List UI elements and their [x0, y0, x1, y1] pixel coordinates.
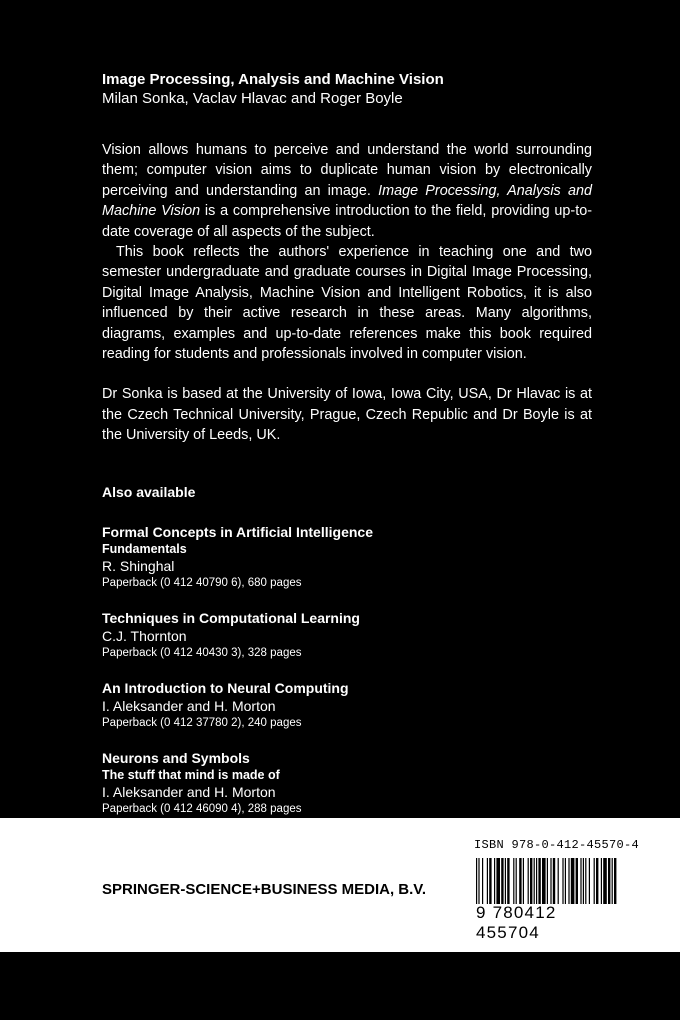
barcode-bar	[507, 858, 509, 904]
barcode-bar	[478, 858, 479, 904]
barcode-bar	[534, 858, 535, 904]
description-paragraph-1	[102, 140, 592, 242]
barcode-bar	[608, 858, 610, 904]
book-entry-author: R. Shinghal	[102, 557, 175, 574]
book-entry-title: Neurons and Symbols	[102, 749, 250, 766]
book-entry-subtitle: Fundamentals	[102, 541, 187, 556]
book-entry-title: Techniques in Computational Learning	[102, 609, 360, 626]
barcode-bar	[550, 858, 551, 904]
barcode-bar	[505, 858, 506, 904]
book-authors: Milan Sonka, Vaclav Hlavac and Roger Boyle	[102, 90, 403, 107]
book-entry-details: Paperback (0 412 46090 4), 288 pages	[102, 802, 302, 815]
also-available-heading: Also available	[102, 483, 196, 500]
barcode-bar	[596, 858, 598, 904]
book-entry-details: Paperback (0 412 40790 6), 680 pages	[102, 576, 302, 589]
barcode-bar	[530, 858, 532, 904]
barcode-bar	[516, 858, 517, 904]
barcode-bar	[576, 858, 578, 904]
barcode-bar	[562, 858, 563, 904]
book-entry-subtitle: The stuff that mind is made of	[102, 767, 280, 782]
barcode-bar	[513, 858, 514, 904]
barcode-bar	[558, 858, 559, 904]
barcode-bar	[523, 858, 524, 904]
book-entry-author: C.J. Thornton	[102, 627, 187, 644]
barcode-bar	[603, 858, 607, 904]
back-cover-content	[102, 70, 592, 818]
barcode-bar	[489, 858, 491, 904]
barcode-bar	[601, 858, 602, 904]
book-entry	[102, 749, 592, 818]
p1-text-end: is a comprehensive introduction to the field, providing up-to-date coverage of all aspects of the subject.	[102, 203, 593, 240]
barcode-digits: 9 780412 455704	[476, 903, 557, 942]
book-entry-details: Paperback (0 412 40430 3), 328 pages	[102, 646, 302, 659]
publisher-name: SPRINGER-SCIENCE+BUSINESS MEDIA, B.V.	[102, 881, 427, 898]
book-entry-title: An Introduction to Neural Computing	[102, 679, 349, 696]
book-entry	[102, 609, 592, 662]
barcode-bar	[553, 858, 555, 904]
barcode-bar	[565, 858, 566, 904]
barcode-bar	[594, 858, 595, 904]
book-entry	[102, 679, 592, 732]
book-entry	[102, 523, 592, 592]
description-paragraph-2: This book reflects the authors' experience in teaching one and two semester undergraduate and graduate courses in Digital Image Processing, Digital Image Analysis, Machine Vision and Intelligent Robotics, it is also influenced by their active research in these areas. Many algorithms, diagrams, examples and up-to-date references make this book required reading for students and professionals involved in computer vision.	[102, 244, 592, 363]
barcode	[476, 858, 620, 904]
barcode-bar	[536, 858, 537, 904]
barcode-bar	[585, 858, 586, 904]
barcode-bar	[547, 858, 548, 904]
p1-italic-title: Image Processing, Analysis and Machine Vision	[102, 182, 592, 220]
barcode-bar	[496, 858, 500, 904]
isbn-label: ISBN 978-0-412-45570-4	[474, 838, 640, 852]
book-title: Image Processing, Analysis and Machine Vision	[102, 71, 444, 88]
book-entry-title: Formal Concepts in Artificial Intelligence	[102, 523, 373, 540]
barcode-bar	[612, 858, 613, 904]
barcode-bar	[589, 858, 590, 904]
barcode-bar	[519, 858, 521, 904]
book-entry-author: I. Aleksander and H. Morton	[102, 697, 276, 714]
barcode-bar	[482, 858, 483, 904]
barcode-bar	[494, 858, 495, 904]
barcode-bar	[528, 858, 529, 904]
barcode-bar	[571, 858, 575, 904]
barcode-bar	[583, 858, 584, 904]
author-affiliations: Dr Sonka is based at the University of Iowa, Iowa City, USA, Dr Hlavac is at the Czech Technical University, Prague, Czech Republic and Dr Boyle is at the University of Leeds, UK.	[102, 386, 592, 444]
barcode-bar	[580, 858, 581, 904]
also-available-list	[102, 523, 592, 818]
p1-text: Vision allows humans to perceive and understand the world surrounding them; computer vision aims to duplicate human vision by electronically perceiving and understanding an image.	[102, 142, 592, 199]
barcode-bar	[501, 858, 503, 904]
book-entry-details: Paperback (0 412 37780 2), 240 pages	[102, 716, 302, 729]
barcode-bar	[476, 858, 477, 904]
barcode-bar	[614, 858, 616, 904]
book-entry-author: I. Aleksander and H. Morton	[102, 783, 276, 800]
barcode-bar	[542, 858, 546, 904]
barcode-bar	[568, 858, 569, 904]
barcode-bar	[487, 858, 488, 904]
barcode-bar	[538, 858, 540, 904]
